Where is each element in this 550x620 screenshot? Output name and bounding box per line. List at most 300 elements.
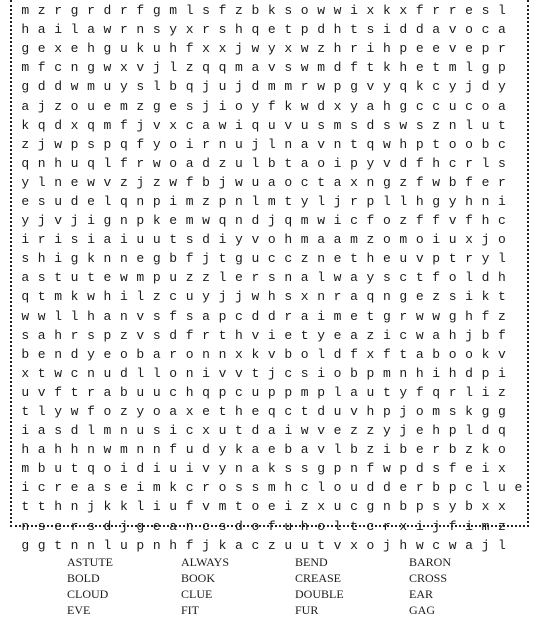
grid-letter[interactable]: e (235, 270, 243, 286)
grid-letter[interactable]: i (185, 461, 194, 477)
grid-letter[interactable]: e (514, 480, 523, 496)
grid-letter[interactable]: u (267, 117, 276, 133)
grid-letter[interactable]: y (251, 98, 260, 114)
grid-letter[interactable]: a (87, 22, 95, 38)
grid-letter[interactable]: l (185, 3, 194, 19)
grid-letter[interactable]: y (382, 423, 391, 439)
grid-letter[interactable]: x (498, 461, 506, 477)
grid-letter[interactable]: t (317, 174, 325, 190)
grid-letter[interactable]: z (432, 289, 441, 305)
grid-letter[interactable]: m (300, 213, 309, 229)
grid-letter[interactable]: k (284, 98, 293, 114)
grid-letter[interactable]: m (432, 404, 441, 420)
grid-letter[interactable]: w (300, 41, 309, 57)
grid-letter[interactable]: n (481, 193, 490, 209)
grid-letter[interactable]: c (284, 251, 293, 267)
grid-letter[interactable]: x (366, 3, 375, 19)
grid-letter[interactable]: e (136, 251, 145, 267)
grid-letter[interactable]: h (169, 41, 178, 57)
grid-letter[interactable]: b (169, 251, 178, 267)
grid-letter[interactable]: b (21, 346, 30, 362)
grid-letter[interactable]: h (333, 41, 342, 57)
grid-letter[interactable]: e (465, 461, 473, 477)
grid-letter[interactable]: m (136, 270, 145, 286)
grid-letter[interactable]: i (185, 136, 194, 152)
grid-letter[interactable]: y (399, 384, 408, 400)
grid-letter[interactable]: x (317, 499, 325, 515)
grid-letter[interactable]: d (317, 98, 325, 114)
grid-letter[interactable]: u (366, 384, 375, 400)
grid-letter[interactable]: f (185, 174, 194, 190)
grid-letter[interactable]: m (382, 365, 391, 381)
grid-letter[interactable]: p (382, 404, 391, 420)
grid-letter[interactable]: s (185, 98, 194, 114)
grid-letter[interactable]: t (70, 384, 79, 400)
grid-letter[interactable]: a (317, 232, 325, 248)
grid-letter[interactable]: t (498, 289, 506, 305)
grid-letter[interactable]: u (300, 117, 309, 133)
grid-letter[interactable]: v (267, 60, 276, 76)
grid-letter[interactable]: i (152, 499, 161, 515)
grid-letter[interactable]: s (70, 232, 79, 248)
grid-letter[interactable]: k (119, 499, 128, 515)
grid-letter[interactable]: c (185, 117, 194, 133)
grid-letter[interactable]: a (37, 442, 46, 458)
grid-letter[interactable]: z (317, 41, 325, 57)
grid-letter[interactable]: l (333, 442, 342, 458)
grid-letter[interactable]: i (54, 232, 62, 248)
grid-letter[interactable]: w (382, 136, 391, 152)
grid-letter[interactable]: p (448, 423, 457, 439)
grid-letter[interactable]: r (119, 22, 128, 38)
grid-letter[interactable]: u (152, 41, 161, 57)
grid-letter[interactable]: x (54, 41, 62, 57)
grid-letter[interactable]: c (415, 98, 424, 114)
grid-letter[interactable]: p (333, 461, 342, 477)
grid-letter[interactable]: q (366, 136, 375, 152)
grid-letter[interactable]: d (333, 346, 342, 362)
grid-letter[interactable]: j (218, 289, 227, 305)
grid-letter[interactable]: b (119, 384, 128, 400)
grid-letter[interactable]: g (21, 79, 30, 95)
grid-letter[interactable]: t (284, 155, 293, 171)
grid-letter[interactable]: l (481, 480, 490, 496)
grid-letter[interactable]: t (169, 232, 178, 248)
grid-letter[interactable]: u (152, 384, 161, 400)
grid-letter[interactable]: c (366, 518, 375, 534)
grid-letter[interactable]: l (481, 155, 490, 171)
grid-letter[interactable]: n (136, 22, 145, 38)
grid-letter[interactable]: x (399, 518, 408, 534)
grid-letter[interactable]: z (152, 289, 161, 305)
grid-letter[interactable]: d (382, 480, 391, 496)
grid-letter[interactable]: y (202, 289, 210, 305)
grid-letter[interactable]: n (37, 155, 46, 171)
grid-letter[interactable]: f (432, 270, 441, 286)
grid-letter[interactable]: m (185, 213, 194, 229)
grid-letter[interactable]: w (37, 308, 46, 324)
grid-letter[interactable]: r (202, 327, 210, 343)
grid-letter[interactable]: i (218, 98, 227, 114)
grid-letter[interactable]: z (202, 270, 210, 286)
grid-letter[interactable]: i (284, 423, 293, 439)
grid-letter[interactable]: i (267, 327, 276, 343)
grid-letter[interactable]: i (366, 41, 375, 57)
grid-letter[interactable]: g (382, 308, 391, 324)
grid-letter[interactable]: w (103, 22, 112, 38)
grid-letter[interactable]: p (267, 384, 276, 400)
grid-letter[interactable]: n (235, 213, 243, 229)
grid-letter[interactable]: q (21, 289, 30, 305)
grid-letter[interactable]: r (87, 384, 95, 400)
grid-letter[interactable]: v (284, 117, 293, 133)
grid-letter[interactable]: q (87, 461, 95, 477)
grid-letter[interactable]: e (481, 174, 490, 190)
grid-letter[interactable]: d (399, 155, 408, 171)
grid-letter[interactable]: f (136, 3, 145, 19)
grid-letter[interactable]: g (432, 193, 441, 209)
grid-letter[interactable]: l (136, 289, 145, 305)
grid-letter[interactable]: t (218, 404, 227, 420)
grid-letter[interactable]: v (366, 79, 375, 95)
grid-letter[interactable]: r (284, 308, 293, 324)
grid-letter[interactable]: z (218, 155, 227, 171)
grid-letter[interactable]: j (465, 79, 473, 95)
grid-letter[interactable]: i (481, 461, 490, 477)
grid-letter[interactable]: c (169, 384, 178, 400)
grid-letter[interactable]: u (169, 461, 178, 477)
grid-letter[interactable]: g (70, 251, 79, 267)
grid-letter[interactable]: u (448, 232, 457, 248)
grid-letter[interactable]: i (465, 518, 473, 534)
grid-letter[interactable]: y (317, 327, 325, 343)
grid-letter[interactable]: n (317, 251, 325, 267)
grid-letter[interactable]: c (465, 480, 473, 496)
grid-letter[interactable]: x (498, 499, 506, 515)
grid-letter[interactable]: l (399, 193, 408, 209)
grid-letter[interactable]: a (300, 308, 309, 324)
grid-letter[interactable]: c (202, 518, 210, 534)
grid-letter[interactable]: e (37, 41, 46, 57)
grid-letter[interactable]: h (432, 155, 441, 171)
grid-letter[interactable]: l (37, 404, 46, 420)
grid-letter[interactable]: w (103, 60, 112, 76)
grid-letter[interactable]: l (498, 537, 506, 553)
grid-letter[interactable]: u (399, 251, 408, 267)
grid-letter[interactable]: a (300, 136, 309, 152)
grid-letter[interactable]: u (284, 537, 293, 553)
grid-letter[interactable]: b (136, 346, 145, 362)
grid-letter[interactable]: u (119, 537, 128, 553)
grid-letter[interactable]: h (103, 289, 112, 305)
grid-letter[interactable]: b (432, 346, 441, 362)
grid-letter[interactable]: y (136, 404, 145, 420)
grid-letter[interactable]: a (333, 174, 342, 190)
grid-letter[interactable]: o (448, 270, 457, 286)
grid-letter[interactable]: o (235, 98, 243, 114)
grid-letter[interactable]: o (251, 518, 260, 534)
grid-letter[interactable]: f (87, 404, 95, 420)
grid-letter[interactable]: j (481, 232, 490, 248)
grid-letter[interactable]: l (465, 60, 473, 76)
grid-letter[interactable]: w (300, 423, 309, 439)
grid-letter[interactable]: l (498, 3, 506, 19)
grid-letter[interactable]: n (218, 346, 227, 362)
grid-letter[interactable]: f (350, 346, 358, 362)
grid-letter[interactable]: i (87, 213, 95, 229)
grid-letter[interactable]: n (70, 537, 79, 553)
grid-letter[interactable]: f (350, 60, 358, 76)
grid-letter[interactable]: b (202, 174, 210, 190)
grid-letter[interactable]: a (103, 384, 112, 400)
grid-letter[interactable]: g (152, 251, 161, 267)
grid-letter[interactable]: z (366, 423, 375, 439)
grid-letter[interactable]: d (37, 79, 46, 95)
grid-letter[interactable]: c (350, 499, 358, 515)
grid-letter[interactable]: l (152, 79, 161, 95)
grid-letter[interactable]: t (235, 499, 243, 515)
grid-letter[interactable]: s (300, 365, 309, 381)
grid-letter[interactable]: m (103, 117, 112, 133)
grid-letter[interactable]: k (169, 480, 178, 496)
grid-letter[interactable]: a (350, 384, 358, 400)
grid-letter[interactable]: h (54, 442, 62, 458)
grid-letter[interactable]: w (300, 60, 309, 76)
grid-letter[interactable]: w (415, 327, 424, 343)
grid-letter[interactable]: r (350, 41, 358, 57)
grid-letter[interactable]: c (284, 365, 293, 381)
grid-letter[interactable]: e (333, 327, 342, 343)
grid-letter[interactable]: r (54, 3, 62, 19)
grid-letter[interactable]: k (103, 499, 112, 515)
grid-letter[interactable]: o (103, 461, 112, 477)
grid-letter[interactable]: y (169, 22, 178, 38)
grid-letter[interactable]: i (169, 423, 178, 439)
grid-letter[interactable]: z (350, 423, 358, 439)
grid-letter[interactable]: j (432, 518, 441, 534)
grid-letter[interactable]: w (317, 79, 325, 95)
grid-letter[interactable]: z (366, 442, 375, 458)
grid-letter[interactable]: l (251, 193, 260, 209)
grid-letter[interactable]: l (317, 270, 325, 286)
grid-letter[interactable]: z (152, 174, 161, 190)
grid-letter[interactable]: i (333, 155, 342, 171)
grid-letter[interactable]: r (54, 480, 62, 496)
grid-letter[interactable]: a (415, 346, 424, 362)
grid-letter[interactable]: f (415, 213, 424, 229)
grid-letter[interactable]: d (119, 365, 128, 381)
grid-letter[interactable]: q (87, 117, 95, 133)
letter-grid[interactable] (17, 1, 527, 555)
grid-letter[interactable]: u (103, 365, 112, 381)
grid-letter[interactable]: t (350, 136, 358, 152)
grid-letter[interactable]: l (87, 423, 95, 439)
grid-letter[interactable]: l (103, 155, 112, 171)
grid-letter[interactable]: a (103, 232, 112, 248)
grid-letter[interactable]: f (169, 308, 178, 324)
grid-letter[interactable]: z (366, 327, 375, 343)
grid-letter[interactable]: r (465, 155, 473, 171)
grid-letter[interactable]: f (185, 499, 194, 515)
grid-letter[interactable]: a (152, 346, 161, 362)
grid-letter[interactable]: u (136, 423, 145, 439)
grid-letter[interactable]: l (317, 346, 325, 362)
grid-letter[interactable]: i (415, 518, 424, 534)
grid-letter[interactable]: o (185, 346, 194, 362)
grid-letter[interactable]: l (333, 384, 342, 400)
grid-letter[interactable]: s (37, 193, 46, 209)
grid-letter[interactable]: y (366, 155, 375, 171)
grid-letter[interactable]: p (366, 193, 375, 209)
grid-letter[interactable]: s (87, 327, 95, 343)
grid-letter[interactable]: i (317, 365, 325, 381)
grid-letter[interactable]: r (465, 251, 473, 267)
grid-letter[interactable]: k (152, 213, 161, 229)
grid-letter[interactable]: s (317, 117, 325, 133)
grid-letter[interactable]: t (37, 499, 46, 515)
grid-letter[interactable]: s (415, 117, 424, 133)
grid-letter[interactable]: d (251, 308, 260, 324)
grid-letter[interactable]: s (498, 155, 506, 171)
grid-letter[interactable]: e (284, 327, 293, 343)
grid-letter[interactable]: r (498, 174, 506, 190)
grid-letter[interactable]: n (103, 251, 112, 267)
grid-letter[interactable]: v (317, 442, 325, 458)
grid-letter[interactable]: t (350, 22, 358, 38)
grid-letter[interactable]: o (465, 346, 473, 362)
grid-letter[interactable]: x (70, 117, 79, 133)
grid-letter[interactable]: b (399, 499, 408, 515)
grid-letter[interactable]: w (399, 117, 408, 133)
grid-letter[interactable]: j (152, 60, 161, 76)
grid-letter[interactable]: h (382, 41, 391, 57)
grid-letter[interactable]: a (87, 480, 95, 496)
grid-letter[interactable]: o (317, 155, 325, 171)
grid-letter[interactable]: i (382, 327, 391, 343)
grid-letter[interactable]: l (251, 155, 260, 171)
grid-letter[interactable]: t (54, 270, 62, 286)
grid-letter[interactable]: h (366, 251, 375, 267)
grid-letter[interactable]: a (169, 518, 178, 534)
grid-letter[interactable]: w (415, 308, 424, 324)
grid-letter[interactable]: s (448, 289, 457, 305)
grid-letter[interactable]: d (481, 423, 490, 439)
grid-letter[interactable]: e (350, 308, 358, 324)
grid-letter[interactable]: g (136, 518, 145, 534)
grid-letter[interactable]: r (432, 3, 441, 19)
grid-letter[interactable]: c (481, 22, 490, 38)
grid-letter[interactable]: d (202, 155, 210, 171)
grid-letter[interactable]: x (333, 98, 342, 114)
grid-letter[interactable]: h (70, 442, 79, 458)
grid-letter[interactable]: f (119, 155, 128, 171)
grid-letter[interactable]: a (251, 442, 260, 458)
grid-letter[interactable]: h (37, 251, 46, 267)
grid-letter[interactable]: n (218, 136, 227, 152)
grid-letter[interactable]: n (54, 174, 62, 190)
grid-letter[interactable]: w (87, 289, 95, 305)
grid-letter[interactable]: q (267, 404, 276, 420)
grid-letter[interactable]: n (448, 117, 457, 133)
grid-letter[interactable]: w (70, 404, 79, 420)
grid-letter[interactable]: i (432, 365, 441, 381)
grid-letter[interactable]: h (399, 60, 408, 76)
grid-letter[interactable]: f (415, 155, 424, 171)
grid-letter[interactable]: v (218, 365, 227, 381)
grid-letter[interactable]: w (119, 270, 128, 286)
grid-letter[interactable]: i (317, 308, 325, 324)
grid-letter[interactable]: i (382, 442, 391, 458)
grid-letter[interactable]: a (267, 174, 276, 190)
grid-letter[interactable]: i (382, 22, 391, 38)
grid-letter[interactable]: r (202, 136, 210, 152)
grid-letter[interactable]: k (481, 442, 490, 458)
grid-letter[interactable]: n (202, 346, 210, 362)
grid-letter[interactable]: s (136, 79, 145, 95)
grid-letter[interactable]: o (300, 346, 309, 362)
grid-letter[interactable]: p (415, 499, 424, 515)
grid-letter[interactable]: z (136, 98, 145, 114)
grid-letter[interactable]: v (202, 499, 210, 515)
grid-letter[interactable]: z (185, 60, 194, 76)
grid-letter[interactable]: h (54, 155, 62, 171)
grid-letter[interactable]: m (284, 79, 293, 95)
grid-letter[interactable]: l (317, 193, 325, 209)
grid-letter[interactable]: c (70, 365, 79, 381)
grid-letter[interactable]: y (300, 193, 309, 209)
grid-letter[interactable]: i (21, 480, 30, 496)
grid-letter[interactable]: g (481, 404, 490, 420)
grid-letter[interactable]: l (169, 60, 178, 76)
grid-letter[interactable]: f (185, 41, 194, 57)
grid-letter[interactable]: l (136, 499, 145, 515)
grid-letter[interactable]: z (202, 193, 210, 209)
grid-letter[interactable]: g (317, 461, 325, 477)
grid-letter[interactable]: z (119, 174, 128, 190)
grid-letter[interactable]: g (87, 60, 95, 76)
grid-letter[interactable]: j (251, 136, 260, 152)
grid-letter[interactable]: n (235, 461, 243, 477)
grid-letter[interactable]: w (202, 213, 210, 229)
grid-letter[interactable]: s (284, 3, 293, 19)
grid-letter[interactable]: o (169, 365, 178, 381)
grid-letter[interactable]: f (465, 174, 473, 190)
grid-letter[interactable]: n (382, 289, 391, 305)
grid-letter[interactable]: b (350, 442, 358, 458)
grid-letter[interactable]: s (382, 270, 391, 286)
grid-letter[interactable]: e (37, 346, 46, 362)
grid-letter[interactable]: k (21, 117, 30, 133)
grid-letter[interactable]: h (333, 22, 342, 38)
grid-letter[interactable]: l (465, 270, 473, 286)
grid-letter[interactable]: l (152, 365, 161, 381)
grid-letter[interactable]: n (87, 365, 95, 381)
grid-letter[interactable]: r (119, 3, 128, 19)
grid-letter[interactable]: o (169, 155, 178, 171)
grid-letter[interactable]: r (202, 480, 210, 496)
grid-letter[interactable]: r (202, 22, 210, 38)
grid-letter[interactable]: p (481, 365, 490, 381)
grid-letter[interactable]: o (119, 346, 128, 362)
grid-letter[interactable]: g (235, 251, 243, 267)
grid-letter[interactable]: x (202, 41, 210, 57)
grid-letter[interactable]: m (333, 117, 342, 133)
grid-letter[interactable]: g (366, 499, 375, 515)
grid-letter[interactable]: j (37, 98, 46, 114)
grid-letter[interactable]: d (103, 3, 112, 19)
grid-letter[interactable]: y (87, 346, 95, 362)
grid-letter[interactable]: o (481, 98, 490, 114)
